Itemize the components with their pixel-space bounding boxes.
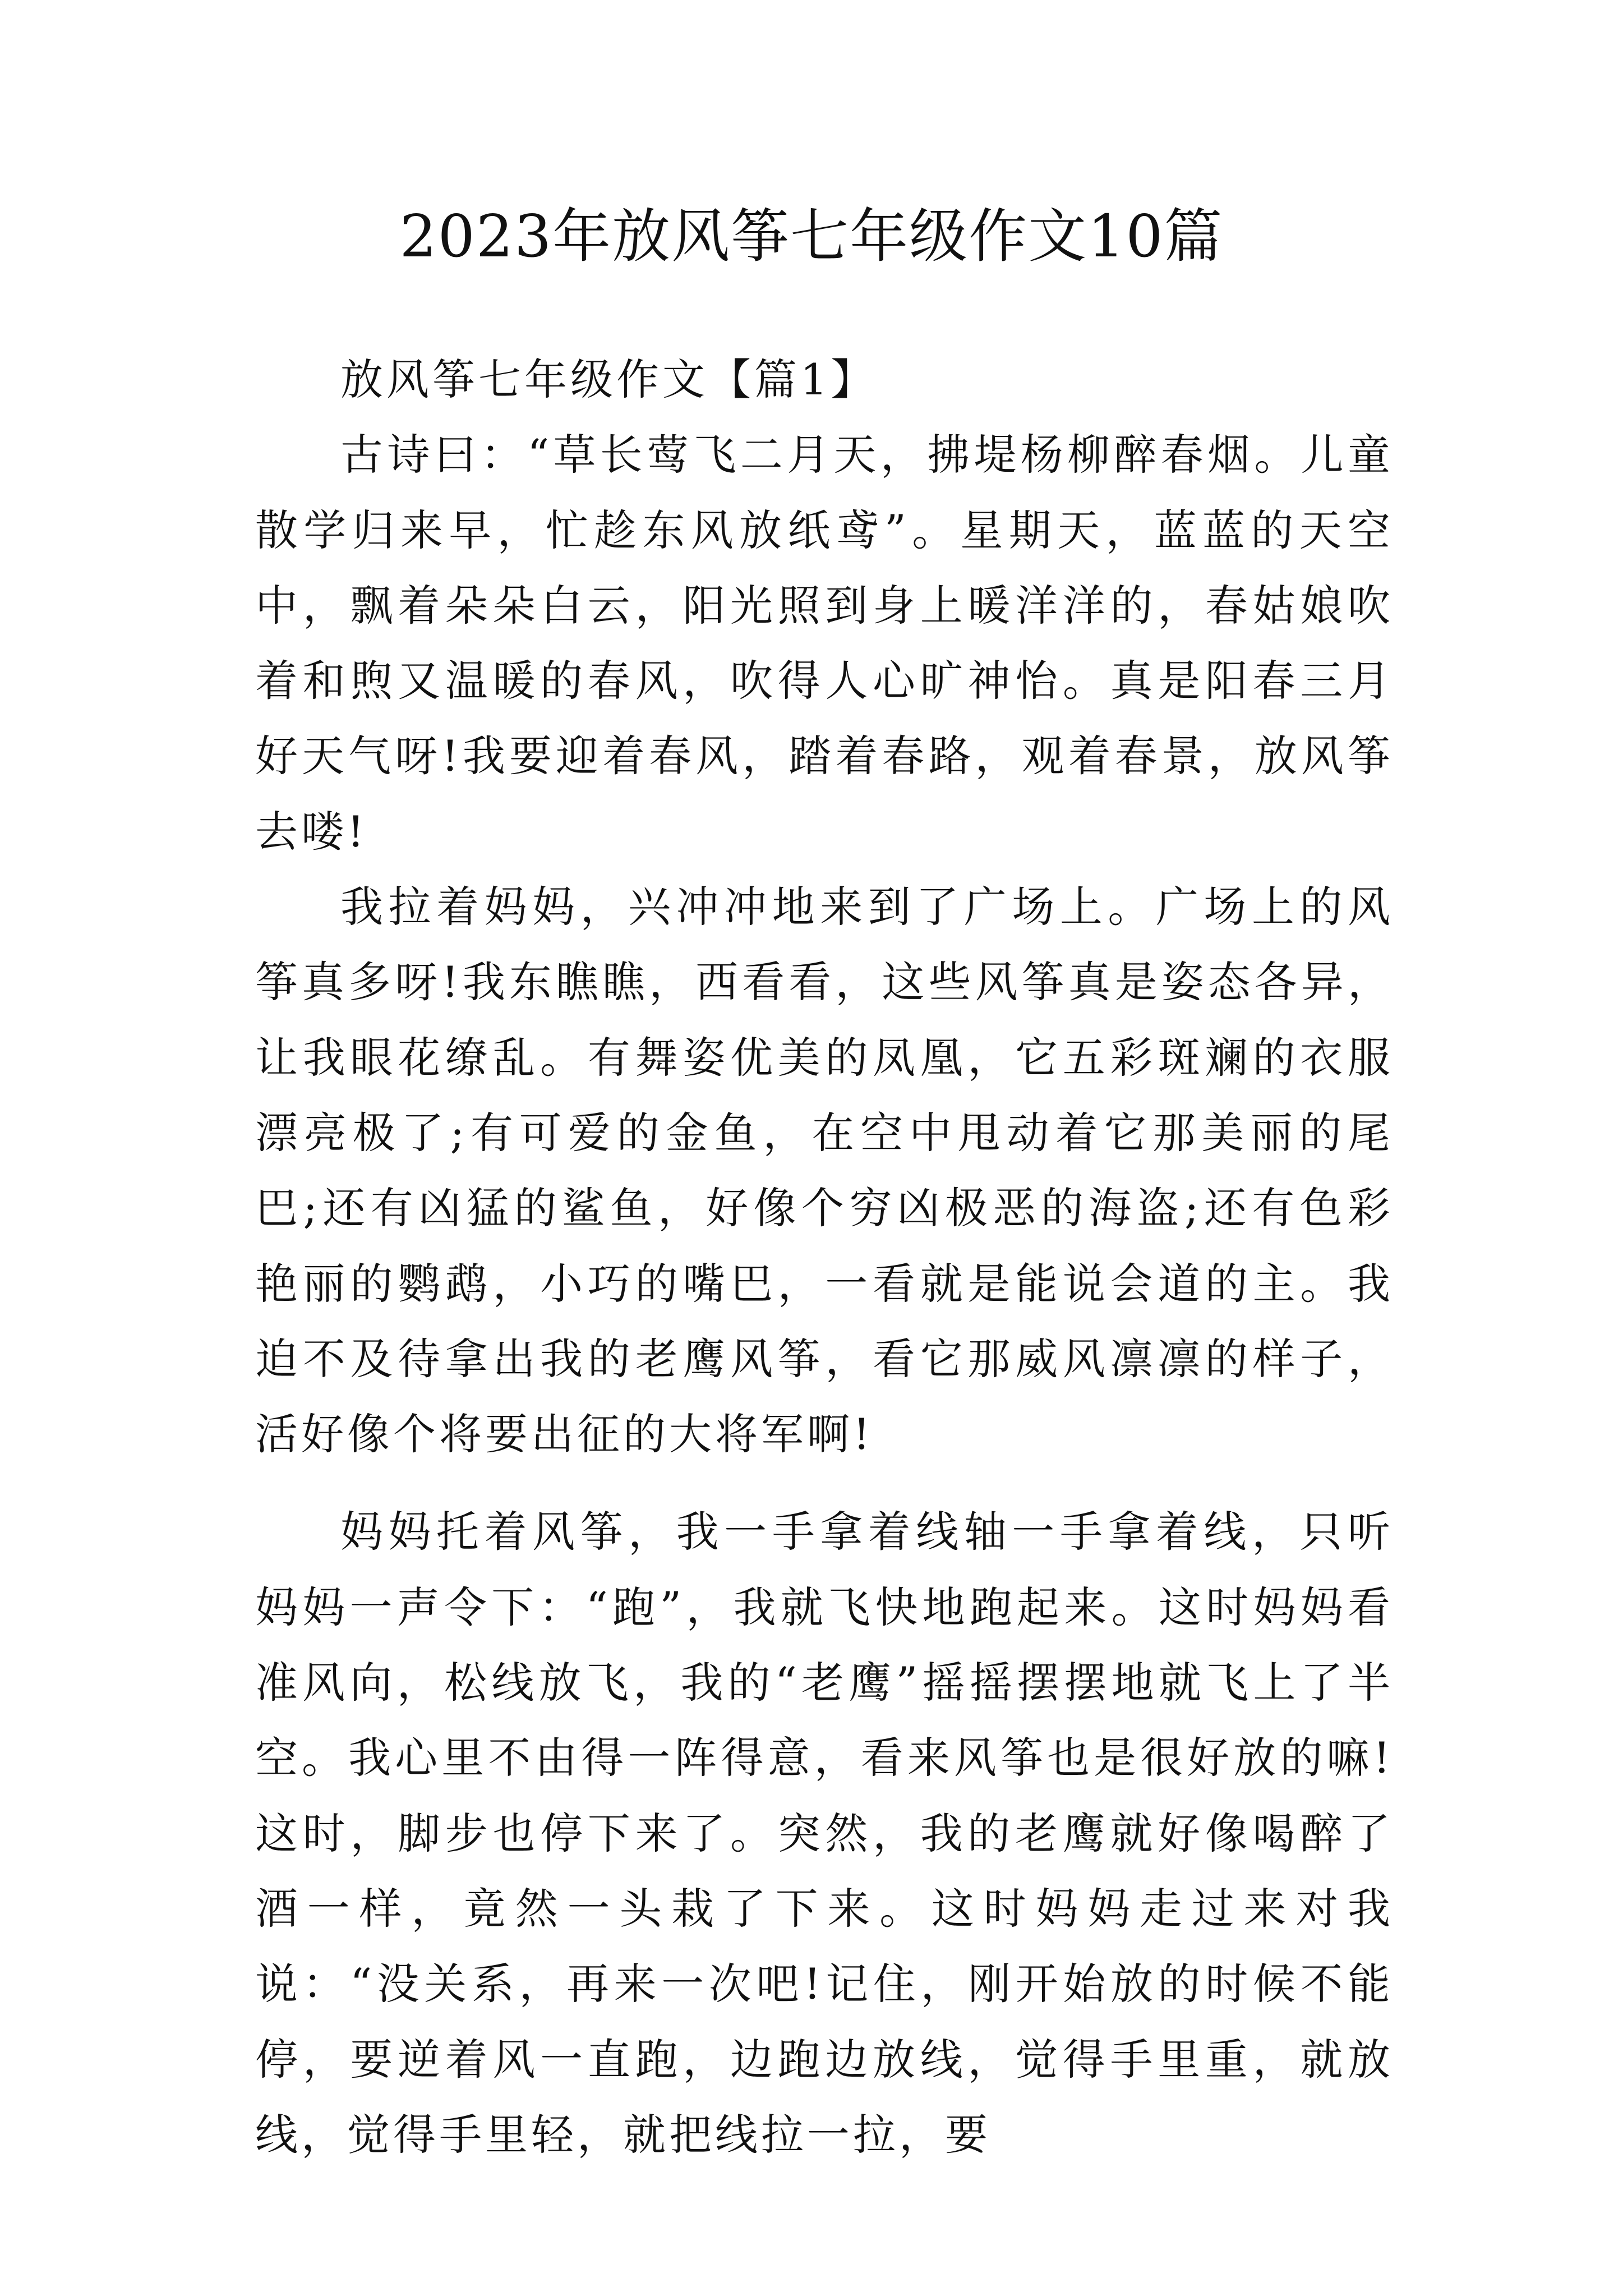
document-title: 2023年放风筝七年级作文10篇	[399, 202, 1224, 270]
paragraph: 古诗曰：“草长莺飞二月天，拂堤杨柳醉春烟。儿童散学归来早，忙趁东风放纸鸢”。星期天，蓝蓝的天空中，飘着朵朵白云，阳光照到身上暖洋洋的，春姑娘吹着和煦又温暖的春风，吹得人心旷神怡。真是阳春三月好天气呀!我要迎着春风，踏着春路，观着春景，放风筝去喽!	[255, 430, 1394, 857]
paragraph: 我拉着妈妈，兴冲冲地来到了广场上。广场上的风筝真多呀!我东瞧瞧，西看看，这些风筝真是姿态各异，让我眼花缭乱。有舞姿优美的凤凰，它五彩斑斓的衣服漂亮极了;有可爱的金鱼，在空中甩动着它那美丽的尾巴;还有凶猛的鲨鱼，好像个穷凶极恶的海盗;还有色彩艳丽的鹦鹉，小巧的嘴巴，一看就是能说会道的主。我迫不及待拿出我的老鹰风筝，看它那威风凛凛的样子，活好像个将要出征的大将军啊!	[255, 882, 1394, 1460]
paragraph: 妈妈托着风筝，我一手拿着线轴一手拿着线，只听妈妈一声令下：“跑”，我就飞快地跑起来。这时妈妈看准风向，松线放飞，我的“老鹰”摇摇摆摆地就飞上了半空。我心里不由得一阵得意，看来风筝也是很好放的嘛!这时，脚步也停下来了。突然，我的老鹰就好像喝醉了酒一样，竟然一头栽了下来。这时妈妈走过来对我说：“没关系，再来一次吧!记住，刚开始放的时候不能停，要逆着风一直跑，边跑边放线，觉得手里重，就放线，觉得手里轻，就把线拉一拉，要	[255, 1507, 1394, 2160]
document-body	[255, 342, 1394, 2173]
section-heading: 放风筝七年级作文【篇1】	[340, 355, 877, 404]
